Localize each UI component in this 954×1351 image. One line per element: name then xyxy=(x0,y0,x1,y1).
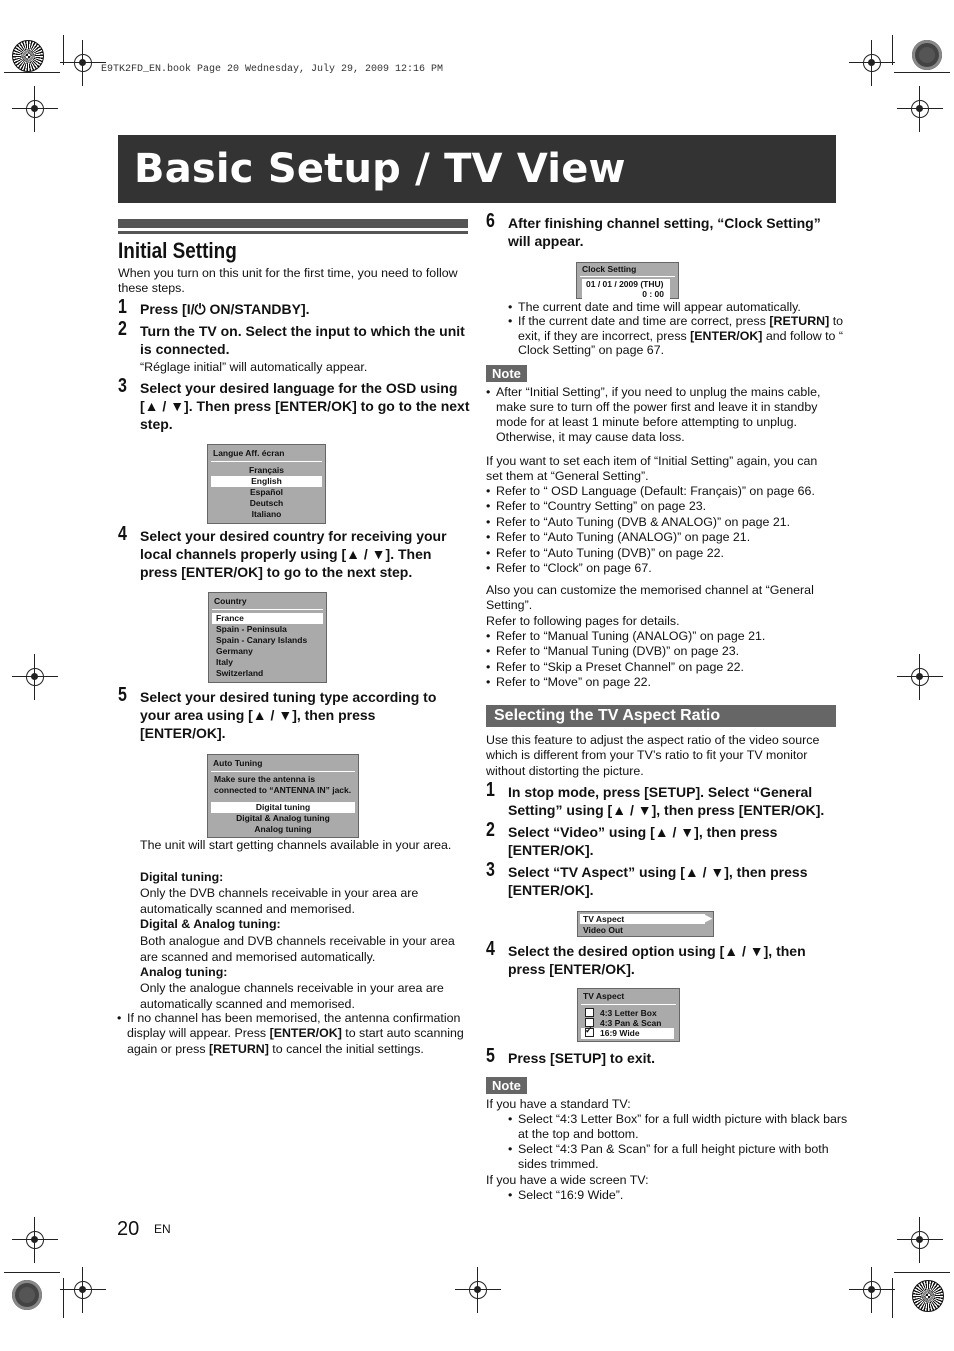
initial-setting-heading: Initial Setting xyxy=(118,238,237,263)
initial-intro: When you turn on this unit for the first time, you need to follow these steps. xyxy=(118,266,458,295)
language-option[interactable]: Español xyxy=(249,487,284,497)
aspect-section-heading: Selecting the TV Aspect Ratio xyxy=(486,705,836,727)
checkbox-checked-icon xyxy=(585,1028,594,1037)
country-option[interactable]: Spain - Peninsula xyxy=(216,624,287,634)
refer-list-1 xyxy=(486,484,846,576)
after-tuning-text: The unit will start getting channels available in your area. xyxy=(140,838,452,852)
auto-tuning-screen xyxy=(207,754,359,838)
country-screen xyxy=(208,592,327,683)
note-text: • After “Initial Setting”, if you need to unplug the mains cable, make sure to turn off the power first and leave it in standby mode for at least 1 minute before attempting to unplug. Otherwise, it may cause data loss. xyxy=(486,385,846,445)
crosshair-mark xyxy=(906,95,934,123)
country-option[interactable]: Germany xyxy=(216,646,253,656)
menu-item-tv-aspect[interactable]: TV Aspect xyxy=(580,914,705,924)
refer-item: • Refer to “Auto Tuning (ANALOG)” on page 21. xyxy=(486,530,846,545)
menu-item-video-out[interactable]: Video Out xyxy=(583,925,623,935)
standard-tv-text: If you have a standard TV: xyxy=(486,1097,631,1111)
tuning-option[interactable]: Analog tuning xyxy=(254,824,312,834)
refer-item: • Refer to “Manual Tuning (ANALOG)” on page 21. xyxy=(486,629,836,644)
crop-mark xyxy=(4,1272,60,1273)
antenna-message: connected to “ANTENNA IN” jack. xyxy=(214,785,352,795)
clock-date-field[interactable]: 01 / 01 / 2009 (THU) 0 : 00 xyxy=(582,279,670,299)
crosshair-mark xyxy=(858,49,886,77)
country-option[interactable]: Italy xyxy=(216,657,234,667)
crop-mark xyxy=(892,35,893,65)
crosshair-mark xyxy=(464,1276,492,1304)
country-option-selected[interactable]: France xyxy=(212,613,323,624)
crop-mark xyxy=(63,35,64,65)
language-option-selected[interactable]: English xyxy=(211,476,322,487)
tuning-option[interactable]: Digital & Analog tuning xyxy=(236,813,330,823)
refer-item: • Refer to “Auto Tuning (DVB)” on page 22. xyxy=(486,546,846,561)
aspect-intro: Use this feature to adjust the aspect ratio of the video source which is different from your TV’s ratio to fit your TV monitor without distorting the picture. xyxy=(486,733,820,778)
language-osd-screen xyxy=(207,444,326,524)
crop-mark xyxy=(892,1278,893,1318)
wide-tv-bullet: • Select “16:9 Wide”. xyxy=(508,1188,848,1203)
page-title-bar xyxy=(118,135,836,203)
registration-disc-bottom-left xyxy=(12,1280,42,1310)
crosshair-mark xyxy=(21,1226,49,1254)
refer-paragraph: Refer to following pages for details. xyxy=(486,614,680,628)
refer-item: • Refer to “Country Setting” on page 23. xyxy=(486,499,846,514)
refer-item: • Refer to “Clock” on page 67. xyxy=(486,561,846,576)
section-rule xyxy=(118,219,468,228)
step2-note: “Réglage initial” will automatically appear. xyxy=(140,360,368,374)
video-menu-screen xyxy=(577,911,714,937)
crosshair-mark xyxy=(858,1276,886,1304)
country-option[interactable]: Spain - Canary Islands xyxy=(216,635,308,645)
refer-item: • Refer to “Move” on page 22. xyxy=(486,675,836,690)
digital-tuning-label: Digital tuning: xyxy=(140,870,224,884)
language-option[interactable]: Italiano xyxy=(251,509,282,519)
crosshair-mark xyxy=(69,1276,97,1304)
antenna-message: Make sure the antenna is xyxy=(214,774,316,784)
refer-item: • Refer to “Manual Tuning (DVB)” on page 23. xyxy=(486,644,836,659)
clock-bullet-2: • If the current date and time are correct, press [RETURN] to exit, if they are incorrect, press [ENTER/OK] and follow to “ Clock Setting” on page 67. xyxy=(508,314,848,358)
tv-aspect-screen xyxy=(577,988,680,1042)
wide-tv-text: If you have a wide screen TV: xyxy=(486,1173,649,1187)
page-language: EN xyxy=(154,1222,171,1236)
crosshair-mark xyxy=(906,663,934,691)
crosshair-mark xyxy=(21,95,49,123)
registration-wheel-top-left xyxy=(12,40,44,72)
refer-item: • Refer to “ OSD Language (Default: Français)” on page 66. xyxy=(486,484,846,499)
note-label: Note xyxy=(486,1077,527,1094)
registration-wheel-bottom-right xyxy=(912,1280,944,1312)
analog-tuning-text: Only the analogue channels receivable in your area are automatically scanned and memorised. xyxy=(140,981,444,1011)
digital-tuning-text: Only the DVB channels receivable in your area are automatically scanned and memorised. xyxy=(140,886,419,916)
language-option[interactable]: Français xyxy=(249,465,284,475)
registration-disc-top-right xyxy=(912,40,942,70)
note-label: Note xyxy=(486,365,527,382)
page-number: 20 xyxy=(117,1218,140,1240)
aspect-option[interactable]: 4:3 Letter Box xyxy=(581,1008,676,1019)
checkbox-icon xyxy=(585,1008,594,1017)
refer-item: • Refer to “Auto Tuning (DVB & ANALOG)” on page 21. xyxy=(486,515,846,530)
country-option[interactable]: Switzerland xyxy=(216,668,264,678)
customize-paragraph: Also you can customize the memorised channel at “General Setting”. xyxy=(486,583,814,612)
screen-header: TV Aspect xyxy=(583,991,625,1001)
crop-mark xyxy=(894,1272,950,1273)
language-option[interactable]: Deutsch xyxy=(249,498,284,508)
refer-item: • Refer to “Skip a Preset Channel” on page 22. xyxy=(486,660,836,675)
screen-header: Country xyxy=(214,596,247,606)
screen-header: Clock Setting xyxy=(582,264,637,274)
standard-tv-bullet-2: • Select “4:3 Pan & Scan” for a full height picture with both sides trimmed. xyxy=(508,1142,848,1172)
analog-tuning-label: Analog tuning: xyxy=(140,965,228,979)
crosshair-mark xyxy=(69,49,97,77)
digital-analog-text: Both analogue and DVB channels receivable in your area are scanned and memorised automatically. xyxy=(140,934,455,964)
crop-mark xyxy=(894,72,950,73)
crosshair-mark xyxy=(21,663,49,691)
standard-tv-bullet-1: • Select “4:3 Letter Box” for a full width picture with black bars at the top and bottom. xyxy=(508,1112,848,1142)
aspect-option-selected[interactable]: ✓16:9 Wide xyxy=(581,1028,674,1039)
screen-header: Langue Aff. écran xyxy=(213,448,285,458)
crop-mark xyxy=(63,1278,64,1318)
clock-bullet-1: • The current date and time will appear automatically. xyxy=(508,300,848,315)
page-title: Basic Setup / TV View xyxy=(134,146,626,192)
no-channel-note: • If no channel has been memorised, the antenna confirmation display will appear. Press [ENTER/OK] to start auto scanning again or press [RETURN] to cancel the initial settings. xyxy=(117,1011,477,1057)
refer-list-2 xyxy=(486,629,836,691)
clock-setting-screen xyxy=(576,262,679,299)
chevron-right-icon: ▶ xyxy=(705,913,712,923)
crop-mark xyxy=(4,72,60,73)
file-header: E9TK2FD_EN.book Page 20 Wednesday, July 29, 2009 12:16 PM xyxy=(101,64,444,75)
crosshair-mark xyxy=(906,1226,934,1254)
section-rule xyxy=(118,231,468,234)
aspect-option[interactable]: 4:3 Pan & Scan xyxy=(581,1018,676,1029)
digital-analog-label: Digital & Analog tuning: xyxy=(140,917,281,931)
screen-header: Auto Tuning xyxy=(213,758,263,768)
tuning-option-selected[interactable]: Digital tuning xyxy=(211,802,355,813)
reset-paragraph: If you want to set each item of “Initial Setting” again, you can set them at “General Setting”. xyxy=(486,454,818,483)
